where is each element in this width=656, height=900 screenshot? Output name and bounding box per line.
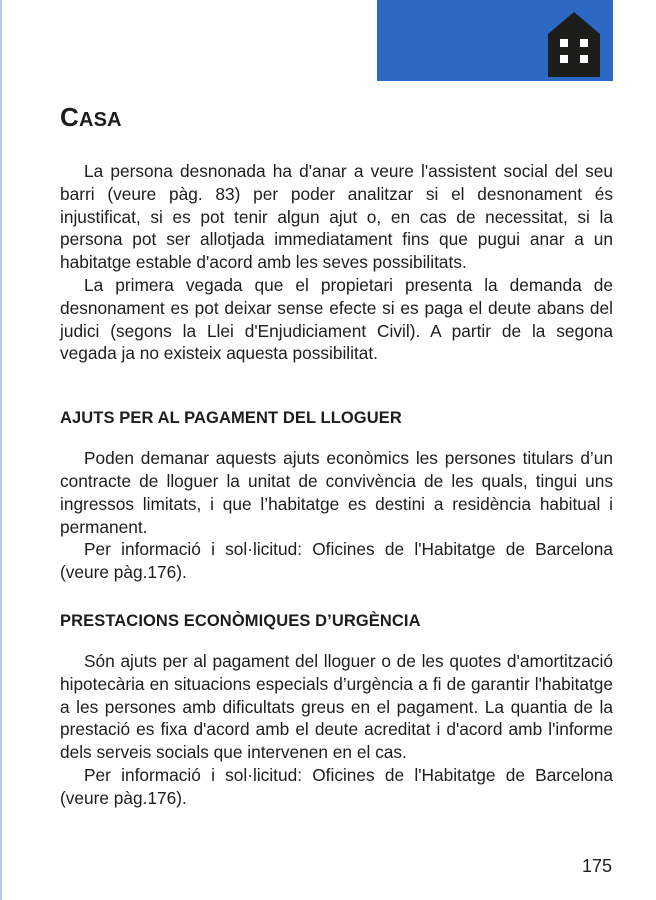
page-content	[60, 160, 613, 810]
intro-paragraph-1: La persona desnonada ha d'anar a veure l'assistent social del seu barri (veure pàg. 83) per poder analitzar si el desnonament és injustificat, si es pot tenir algun ajut o, en cas de necessitat, si la persona pot ser allotjada immediatament fins que pugui anar a un habitatge estable d'acord amb les seves possibilitats.	[60, 161, 613, 273]
rent-aid-paragraph-1: Poden demanar aquests ajuts econòmics les persones titulars d’un contracte de lloguer la unitat de convivència de les quals, tingui uns ingressos limitats, i que l’habitatge es destini a residència habitual i permanent.	[60, 448, 613, 537]
page-title	[60, 102, 122, 133]
rent-aid-paragraph-2: Per informació i sol·licitud: Oficines de l'Habitatge de Barcelona (veure pàg.176).	[60, 539, 613, 583]
page-title-initial: C	[60, 102, 79, 132]
section-heading-emergency-aid: PRESTACIONS ECONÒMIQUES D’URGÈNCIA	[60, 611, 421, 630]
intro-paragraph-2: La primera vegada que el propietari presenta la demanda de desnonament es pot deixar sense efecte si es paga el deute abans del judici (segons la Llei d'Enjudiciament Civil). A partir de la segona vegada ja no existeix aquesta possibilitat.	[60, 274, 613, 364]
house-icon	[548, 12, 600, 77]
page-title-rest: ASA	[78, 109, 122, 131]
emergency-aid-paragraph-1: Són ajuts per al pagament del lloguer o de les quotes d'amortització hipotecària en situacions especials d’urgència a fi de garantir l'habitatge a les persones amb dificultats greus en el pagament. La quantia de la prestació es fixa d'acord amb el deute acreditat i d'acord amb l'informe dels serveis socials que intervenen en el cas.	[60, 650, 613, 763]
emergency-aid-paragraph-2: Per informació i sol·licitud: Oficines de l'Habitatge de Barcelona (veure pàg.176).	[60, 764, 613, 808]
page-number: 175	[581, 856, 612, 876]
left-margin-rule	[0, 0, 2, 900]
section-heading-rent-aid: AJUTS PER AL PAGAMENT DEL LLOGUER	[60, 409, 402, 428]
